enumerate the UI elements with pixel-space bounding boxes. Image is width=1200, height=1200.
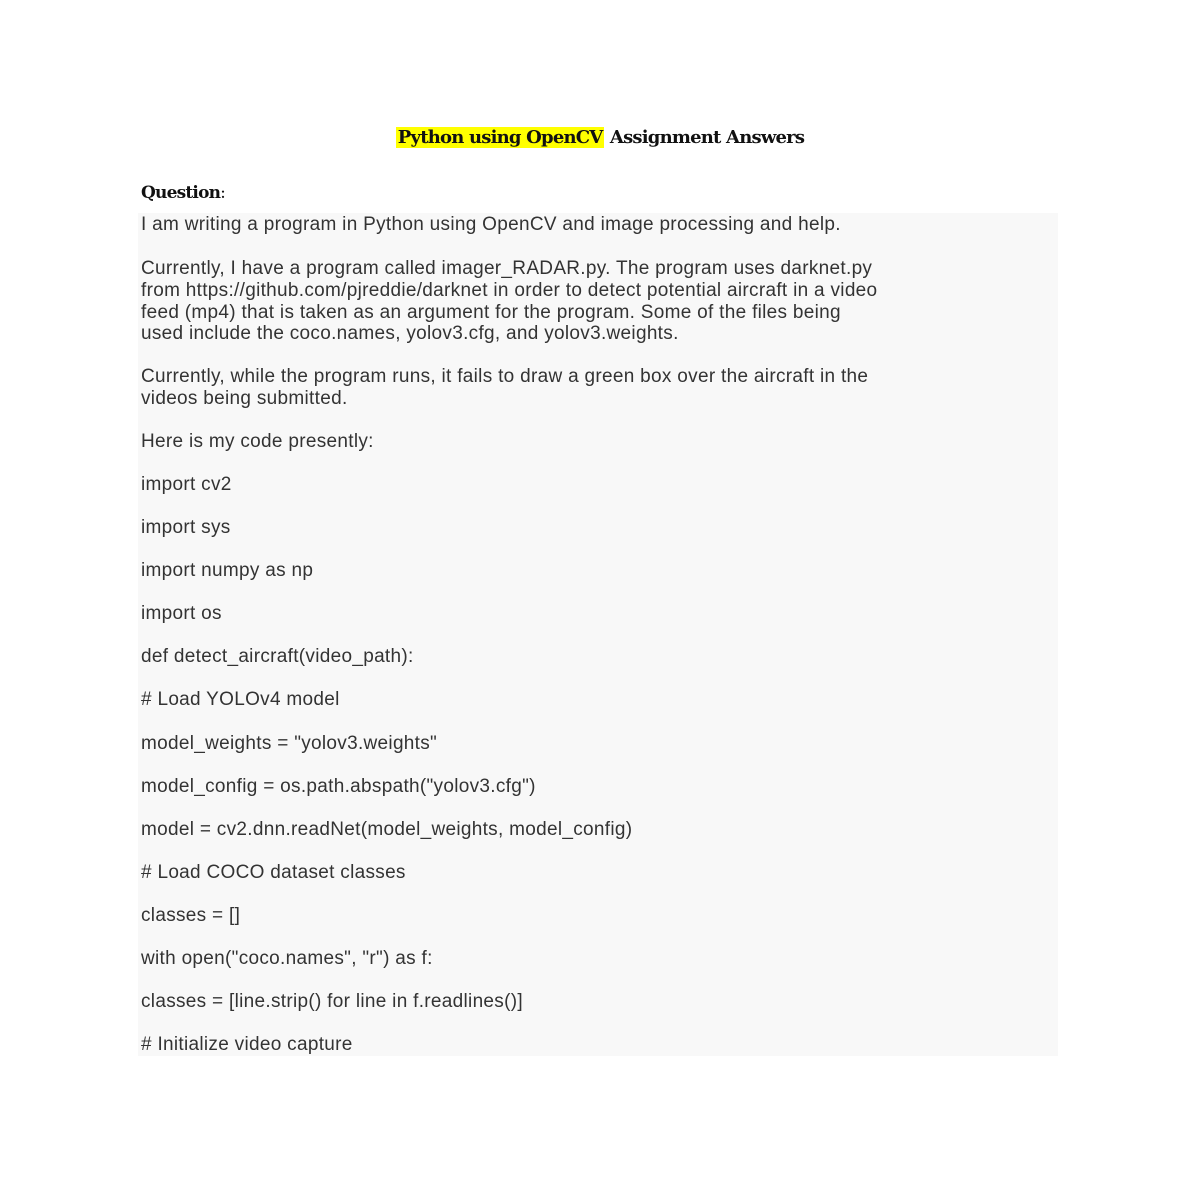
- paragraph-line: used include the coco.names, yolov3.cfg, and yolov3.weights.: [141, 323, 679, 344]
- code-line: import numpy as np: [141, 560, 314, 581]
- code-line: model = cv2.dnn.readNet(model_weights, model_config): [141, 819, 633, 840]
- question-label: [141, 183, 225, 203]
- paragraph-line: Currently, while the program runs, it fails to draw a green box over the aircraft in the: [141, 366, 869, 387]
- code-line: import os: [141, 603, 222, 624]
- question-intro-line: I am writing a program in Python using OpenCV and image processing and help.: [141, 214, 841, 235]
- question-label-colon: :: [220, 183, 226, 203]
- question-label-text: Question: [141, 183, 221, 203]
- code-line: classes = []: [141, 905, 241, 926]
- paragraph-line: Here is my code presently:: [141, 431, 374, 452]
- document-title: [0, 125, 1200, 151]
- code-line: classes = [line.strip() for line in f.readlines()]: [141, 991, 523, 1012]
- code-line: import cv2: [141, 474, 232, 495]
- paragraph-line: feed (mp4) that is taken as an argument for the program. Some of the files being: [141, 302, 841, 323]
- title-rest-text: Assignment Answers: [604, 127, 805, 148]
- code-line: def detect_aircraft(video_path):: [141, 646, 414, 667]
- code-line: model_weights = "yolov3.weights": [141, 733, 438, 754]
- paragraph-line: from https://github.com/pjreddie/darknet in order to detect potential aircraft in a video: [141, 280, 878, 301]
- code-line: with open("coco.names", "r") as f:: [141, 948, 433, 969]
- paragraph-line: videos being submitted.: [141, 388, 348, 409]
- code-comment-line: # Initialize video capture: [141, 1034, 353, 1055]
- code-line: import sys: [141, 517, 231, 538]
- code-comment-line: # Load YOLOv4 model: [141, 689, 340, 710]
- code-comment-line: # Load COCO dataset classes: [141, 862, 406, 883]
- code-line: model_config = os.path.abspath("yolov3.cfg"): [141, 776, 536, 797]
- paragraph-line: Currently, I have a program called imager_RADAR.py. The program uses darknet.py: [141, 258, 873, 279]
- question-content-block: [138, 213, 1058, 1056]
- title-highlighted-text: Python using OpenCV: [397, 127, 603, 148]
